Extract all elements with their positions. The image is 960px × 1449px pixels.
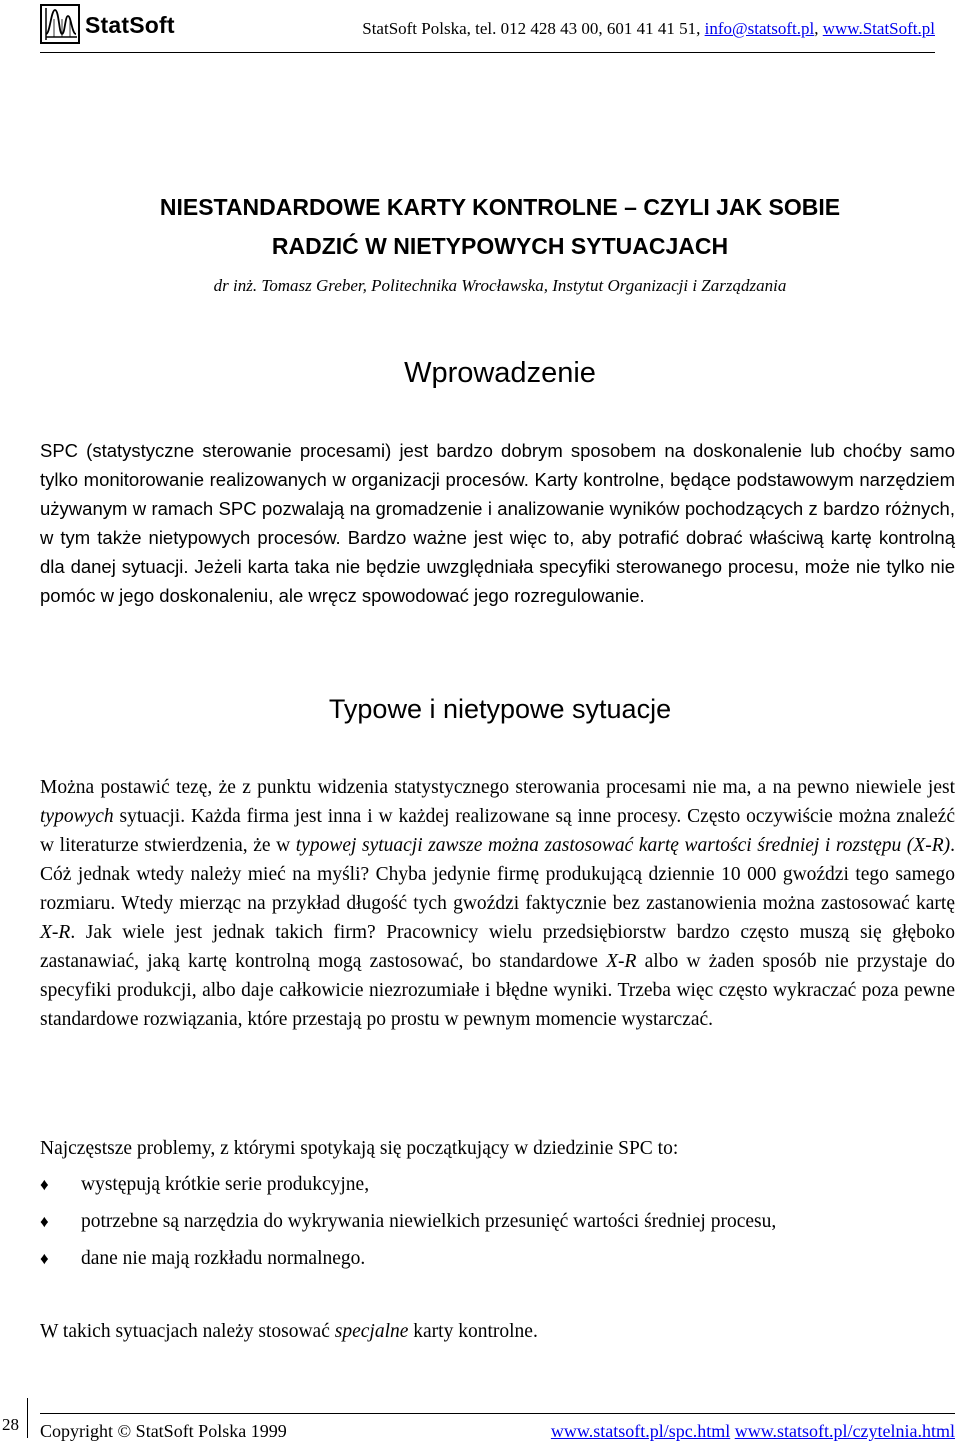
section-heading-typical: Typowe i nietypowe sytuacje <box>328 694 672 724</box>
typical-text-e: . Cóż jednak wtedy należy mieć na myśli? Chyba jedynie firmę produkującą dziennie 10 000 gwoździ tego samego rozmiaru. Wtedy mierząc na przykład długość tych gwoździ faktycznie bez zastanowienia można zastosować kartę <box>40 835 955 914</box>
footer-divider <box>40 1413 955 1414</box>
website-link[interactable]: www.StatSoft.pl <box>822 19 935 38</box>
list-item <box>40 1170 955 1199</box>
typical-paragraph <box>40 773 955 1034</box>
page-header <box>40 0 935 53</box>
spc-page-link[interactable]: www.statsoft.pl/spc.html <box>550 1421 731 1441</box>
closing-italic-b: specjalne <box>334 1321 409 1342</box>
page-number: 28 <box>2 1415 19 1434</box>
title-line-1: NIESTANDARDOWE KARTY KONTROLNE – CZYLI JAK SOBIE <box>159 194 841 220</box>
author-line: dr inż. Tomasz Greber, Politechnika Wrocławska, Instytut Organizacji i Zarządzania <box>213 276 787 295</box>
list-item-text: dane nie mają rozkładu normalnego. <box>81 1248 366 1269</box>
typical-italic-d: typowej sytuacji zawsze można zastosować kartę wartości średniej i rozstępu (X-R) <box>295 835 951 856</box>
problems-list <box>40 1170 955 1281</box>
typical-text-g: . Jak wiele jest jednak takich firm? Pracownicy wielu przedsiębiorstw bardzo często muszą się głęboko zastanawiać, jaką kartę kontrolną mogą zastosować, bo standardowe <box>40 922 955 972</box>
typical-italic-b: typowych <box>40 806 114 827</box>
list-item <box>40 1207 955 1236</box>
footer-copyright: Copyright © StatSoft Polska 1999 <box>40 1421 287 1441</box>
problems-intro: Najczęstsze problemy, z którymi spotykają się początkujący w dziedzinie SPC to: <box>40 1138 679 1159</box>
intro-paragraph: SPC (statystyczne sterowanie procesami) jest bardzo dobrym sposobem na doskonalenie lub choćby samo tylko monitorowanie realizowanych w organizacji procesów. Karty kontrolne, będące podstawowym narzędziem używanym w ramach SPC pozwalają na gromadzenie i analizowanie wyników pochodzących z bardzo różnych, w tym także nietypowych procesów. Bardzo ważne jest więc to, aby potrafić dobrać właściwą kartę kontrolną dla danej sytuacji. Jeżeli karta taka nie będzie uwzględniała specyfiki sterowanego procesu, może nie tylko nie pomóc w jego doskonaleniu, ale wręcz spowodować jego rozregulowanie. <box>40 440 955 606</box>
diamond-bullet-icon: ♦ <box>40 1212 49 1231</box>
diamond-bullet-icon: ♦ <box>40 1175 49 1194</box>
typical-text-c: sytuacji. Każda firma jest inna i w każdej realizowane są inne procesy. Często oczywiście można znaleźć w literaturze stwierdzenia, że w <box>40 806 955 856</box>
title-line-2: RADZIĆ W NIETYPOWYCH SYTUACJACH <box>271 233 729 259</box>
list-item-text: występują krótkie serie produkcyjne, <box>81 1174 370 1195</box>
footer-vertical-divider <box>27 1398 28 1438</box>
closing-text-a: W takich sytuacjach należy stosować <box>40 1321 335 1342</box>
footer-links <box>551 1421 955 1442</box>
logo-text: StatSoft <box>85 12 175 38</box>
header-separator: , <box>814 19 823 38</box>
typical-italic-f: X-R <box>40 922 71 943</box>
header-contact-text: StatSoft Polska, tel. 012 428 43 00, 601 41 41 51, <box>362 19 705 38</box>
list-item-text: potrzebne są narzędzia do wykrywania niewielkich przesunięć wartości średniej procesu, <box>81 1211 777 1232</box>
typical-italic-h: X-R <box>606 951 637 972</box>
diamond-bullet-icon: ♦ <box>40 1249 49 1268</box>
list-item <box>40 1244 955 1273</box>
statsoft-logo <box>40 4 215 46</box>
closing-text-c: karty kontrolne. <box>408 1321 538 1342</box>
typical-text-i: albo w żaden sposób nie przystaje do specyfiki produkcji, albo daje całkowicie niezrozumiałe i błędne wyniki. Trzeba więc często wykraczać poza pewne standardowe rozwiązania, które przestają po prostu w pewnym momencie wystarczać. <box>40 951 955 1030</box>
closing-paragraph <box>40 1317 955 1346</box>
statsoft-logo-icon <box>40 4 80 44</box>
typical-text-a: Można postawić tezę, że z punktu widzenia statystycznego sterowania procesami nie ma, a na pewno niewiele jest <box>40 777 955 798</box>
section-heading-intro: Wprowadzenie <box>404 357 596 389</box>
reading-room-link[interactable]: www.statsoft.pl/czytelnia.html <box>734 1421 955 1441</box>
document-title <box>40 188 960 266</box>
header-contact-info <box>362 19 935 39</box>
email-link[interactable]: info@statsoft.pl <box>704 19 815 38</box>
